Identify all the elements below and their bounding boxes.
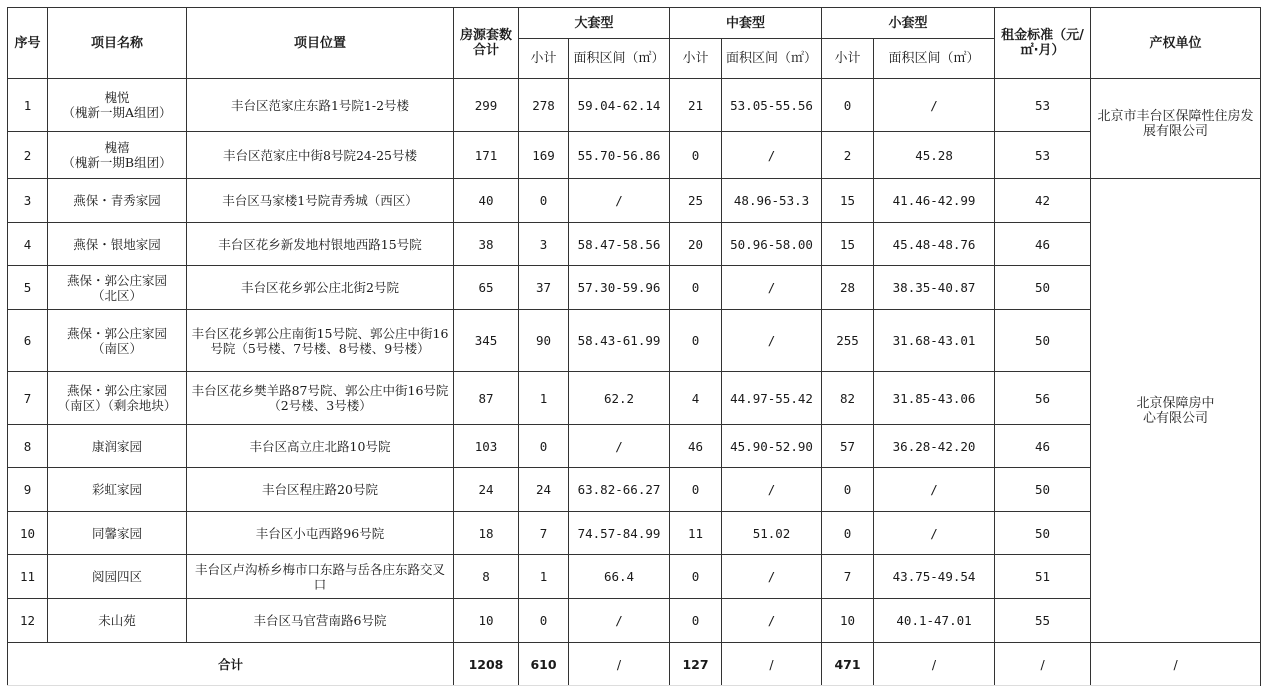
cell-seq: 1 [8, 79, 48, 132]
total-cell-mid-area: / [722, 643, 822, 686]
cell-small-n: 0 [822, 468, 874, 512]
header-large-subtotal: 小计 [519, 39, 569, 79]
cell-rent: 46 [995, 425, 1091, 468]
cell-mid-n: 0 [670, 310, 722, 372]
cell-location: 丰台区高立庄北路10号院 [187, 425, 454, 468]
cell-total: 345 [454, 310, 519, 372]
cell-small-n: 28 [822, 266, 874, 310]
cell-large-area: 66.4 [569, 555, 670, 599]
cell-mid-n: 46 [670, 425, 722, 468]
cell-location: 丰台区小屯西路96号院 [187, 512, 454, 555]
cell-name: 同馨家园 [48, 512, 187, 555]
table-row [8, 223, 1261, 266]
cell-total: 38 [454, 223, 519, 266]
cell-rent: 51 [995, 555, 1091, 599]
cell-location: 丰台区程庄路20号院 [187, 468, 454, 512]
cell-name: 燕保・郭公庄家园 （北区） [48, 266, 187, 310]
cell-location: 丰台区范家庄东路1号院1-2号楼 [187, 79, 454, 132]
table-row [8, 132, 1261, 179]
header-small-area: 面积区间（㎡） [874, 39, 995, 79]
cell-large-n: 0 [519, 179, 569, 223]
total-cell-large-area: / [569, 643, 670, 686]
cell-seq: 10 [8, 512, 48, 555]
cell-name: 燕保・郭公庄家园 （南区）（剩余地块） [48, 372, 187, 425]
cell-mid-area: / [722, 310, 822, 372]
cell-location: 丰台区花乡郭公庄南街15号院、郭公庄中街16号院（5号楼、7号楼、8号楼、9号楼） [187, 310, 454, 372]
cell-large-n: 3 [519, 223, 569, 266]
header-small: 小套型 [822, 8, 995, 39]
total-cell-owner: / [1091, 643, 1261, 686]
table-row [8, 372, 1261, 425]
cell-name: 阅园四区 [48, 555, 187, 599]
cell-mid-area: / [722, 266, 822, 310]
table-row [8, 179, 1261, 223]
cell-large-n: 0 [519, 425, 569, 468]
total-cell-small-n: 471 [822, 643, 874, 686]
cell-seq: 6 [8, 310, 48, 372]
table-row [8, 468, 1261, 512]
header-large-area: 面积区间（㎡） [569, 39, 670, 79]
cell-location: 丰台区马家楼1号院青秀城（西区） [187, 179, 454, 223]
table-row [8, 266, 1261, 310]
cell-total: 103 [454, 425, 519, 468]
cell-mid-area: / [722, 599, 822, 643]
header-large: 大套型 [519, 8, 670, 39]
page-bottom-rule [7, 685, 1260, 696]
cell-rent: 42 [995, 179, 1091, 223]
cell-rent: 46 [995, 223, 1091, 266]
cell-seq: 8 [8, 425, 48, 468]
total-cell-small-area: / [874, 643, 995, 686]
cell-name: 康润家园 [48, 425, 187, 468]
cell-total: 18 [454, 512, 519, 555]
cell-location: 丰台区范家庄中街8号院24-25号楼 [187, 132, 454, 179]
cell-total: 40 [454, 179, 519, 223]
cell-seq: 5 [8, 266, 48, 310]
cell-large-n: 0 [519, 599, 569, 643]
cell-small-n: 82 [822, 372, 874, 425]
cell-rent: 56 [995, 372, 1091, 425]
cell-seq: 12 [8, 599, 48, 643]
total-cell-large-n: 610 [519, 643, 569, 686]
cell-small-n: 7 [822, 555, 874, 599]
cell-small-n: 0 [822, 79, 874, 132]
cell-mid-area: 50.96-58.00 [722, 223, 822, 266]
cell-mid-area: 53.05-55.56 [722, 79, 822, 132]
cell-mid-area: / [722, 468, 822, 512]
cell-small-n: 2 [822, 132, 874, 179]
header-small-subtotal: 小计 [822, 39, 874, 79]
cell-rent: 50 [995, 310, 1091, 372]
cell-large-n: 7 [519, 512, 569, 555]
cell-seq: 3 [8, 179, 48, 223]
cell-mid-area: / [722, 555, 822, 599]
cell-small-n: 255 [822, 310, 874, 372]
cell-total: 171 [454, 132, 519, 179]
cell-mid-n: 0 [670, 468, 722, 512]
owner-cell-beijing-center: 北京保障房中心有限公司 [1091, 179, 1261, 643]
cell-seq: 9 [8, 468, 48, 512]
cell-large-area: 58.43-61.99 [569, 310, 670, 372]
cell-name: 燕保・郭公庄家园 （南区） [48, 310, 187, 372]
header-owner: 产权单位 [1091, 8, 1261, 79]
total-cell-total: 1208 [454, 643, 519, 686]
cell-seq: 4 [8, 223, 48, 266]
table-row [8, 512, 1261, 555]
cell-large-area: 59.04-62.14 [569, 79, 670, 132]
header-medium: 中套型 [670, 8, 822, 39]
header-location: 项目位置 [187, 8, 454, 79]
cell-mid-area: 48.96-53.3 [722, 179, 822, 223]
cell-small-n: 0 [822, 512, 874, 555]
cell-mid-area: 44.97-55.42 [722, 372, 822, 425]
cell-large-area: 62.2 [569, 372, 670, 425]
cell-seq: 7 [8, 372, 48, 425]
header-medium-area: 面积区间（㎡） [722, 39, 822, 79]
cell-small-area: 31.85-43.06 [874, 372, 995, 425]
table-row [8, 310, 1261, 372]
cell-mid-area: 45.90-52.90 [722, 425, 822, 468]
cell-rent: 50 [995, 512, 1091, 555]
cell-rent: 55 [995, 599, 1091, 643]
cell-rent: 50 [995, 468, 1091, 512]
cell-seq: 2 [8, 132, 48, 179]
cell-small-n: 15 [822, 179, 874, 223]
cell-large-area: 57.30-59.96 [569, 266, 670, 310]
cell-small-area: / [874, 512, 995, 555]
cell-location: 丰台区卢沟桥乡梅市口东路与岳各庄东路交叉口 [187, 555, 454, 599]
cell-large-n: 37 [519, 266, 569, 310]
header-medium-subtotal: 小计 [670, 39, 722, 79]
cell-large-n: 24 [519, 468, 569, 512]
cell-small-area: / [874, 468, 995, 512]
cell-total: 299 [454, 79, 519, 132]
cell-mid-n: 11 [670, 512, 722, 555]
cell-rent: 53 [995, 132, 1091, 179]
cell-rent: 53 [995, 79, 1091, 132]
cell-mid-n: 25 [670, 179, 722, 223]
cell-name: 槐悦 （槐新一期A组团） [48, 79, 187, 132]
cell-location: 丰台区花乡樊羊路87号院、郭公庄中街16号院（2号楼、3号楼） [187, 372, 454, 425]
table-row [8, 79, 1261, 132]
cell-large-area: / [569, 179, 670, 223]
cell-mid-n: 0 [670, 132, 722, 179]
cell-large-n: 1 [519, 555, 569, 599]
cell-large-n: 90 [519, 310, 569, 372]
cell-small-area: 45.48-48.76 [874, 223, 995, 266]
cell-large-area: / [569, 425, 670, 468]
total-cell-rent: / [995, 643, 1091, 686]
cell-small-area: 38.35-40.87 [874, 266, 995, 310]
header-name: 项目名称 [48, 8, 187, 79]
cell-large-area: 63.82-66.27 [569, 468, 670, 512]
cell-name: 彩虹家园 [48, 468, 187, 512]
cell-name: 未山苑 [48, 599, 187, 643]
cell-rent: 50 [995, 266, 1091, 310]
housing-table-container [7, 7, 1261, 686]
cell-large-area: / [569, 599, 670, 643]
cell-small-n: 57 [822, 425, 874, 468]
cell-total: 87 [454, 372, 519, 425]
cell-location: 丰台区马官营南路6号院 [187, 599, 454, 643]
cell-small-area: 43.75-49.54 [874, 555, 995, 599]
cell-large-n: 169 [519, 132, 569, 179]
header-rent: 租金标准（元/㎡·月） [995, 8, 1091, 79]
cell-seq: 11 [8, 555, 48, 599]
cell-small-area: 40.1-47.01 [874, 599, 995, 643]
cell-total: 10 [454, 599, 519, 643]
cell-total: 24 [454, 468, 519, 512]
cell-small-area: 45.28 [874, 132, 995, 179]
housing-table [7, 7, 1261, 686]
cell-name: 燕保・青秀家园 [48, 179, 187, 223]
cell-small-n: 10 [822, 599, 874, 643]
cell-small-area: 31.68-43.01 [874, 310, 995, 372]
owner-cell-fengtai: 北京市丰台区保障性住房发展有限公司 [1091, 79, 1261, 179]
cell-mid-n: 4 [670, 372, 722, 425]
cell-total: 65 [454, 266, 519, 310]
cell-small-area: 36.28-42.20 [874, 425, 995, 468]
cell-mid-n: 0 [670, 266, 722, 310]
cell-mid-area: / [722, 132, 822, 179]
cell-large-n: 278 [519, 79, 569, 132]
cell-mid-area: 51.02 [722, 512, 822, 555]
cell-large-area: 58.47-58.56 [569, 223, 670, 266]
total-row [8, 643, 1261, 686]
cell-large-n: 1 [519, 372, 569, 425]
cell-large-area: 74.57-84.99 [569, 512, 670, 555]
cell-mid-n: 21 [670, 79, 722, 132]
total-cell-label: 合计 [8, 643, 454, 686]
cell-name: 槐禧 （槐新一期B组团） [48, 132, 187, 179]
table-row [8, 599, 1261, 643]
table-row [8, 425, 1261, 468]
cell-location: 丰台区花乡新发地村银地西路15号院 [187, 223, 454, 266]
cell-mid-n: 0 [670, 599, 722, 643]
cell-small-n: 15 [822, 223, 874, 266]
cell-mid-n: 20 [670, 223, 722, 266]
table-row [8, 555, 1261, 599]
cell-location: 丰台区花乡郭公庄北街2号院 [187, 266, 454, 310]
cell-small-area: 41.46-42.99 [874, 179, 995, 223]
header-total-units: 房源套数合计 [454, 8, 519, 79]
cell-small-area: / [874, 79, 995, 132]
cell-mid-n: 0 [670, 555, 722, 599]
cell-total: 8 [454, 555, 519, 599]
table-body [8, 79, 1261, 686]
cell-name: 燕保・银地家园 [48, 223, 187, 266]
header-seq: 序号 [8, 8, 48, 79]
cell-large-area: 55.70-56.86 [569, 132, 670, 179]
total-cell-mid-n: 127 [670, 643, 722, 686]
